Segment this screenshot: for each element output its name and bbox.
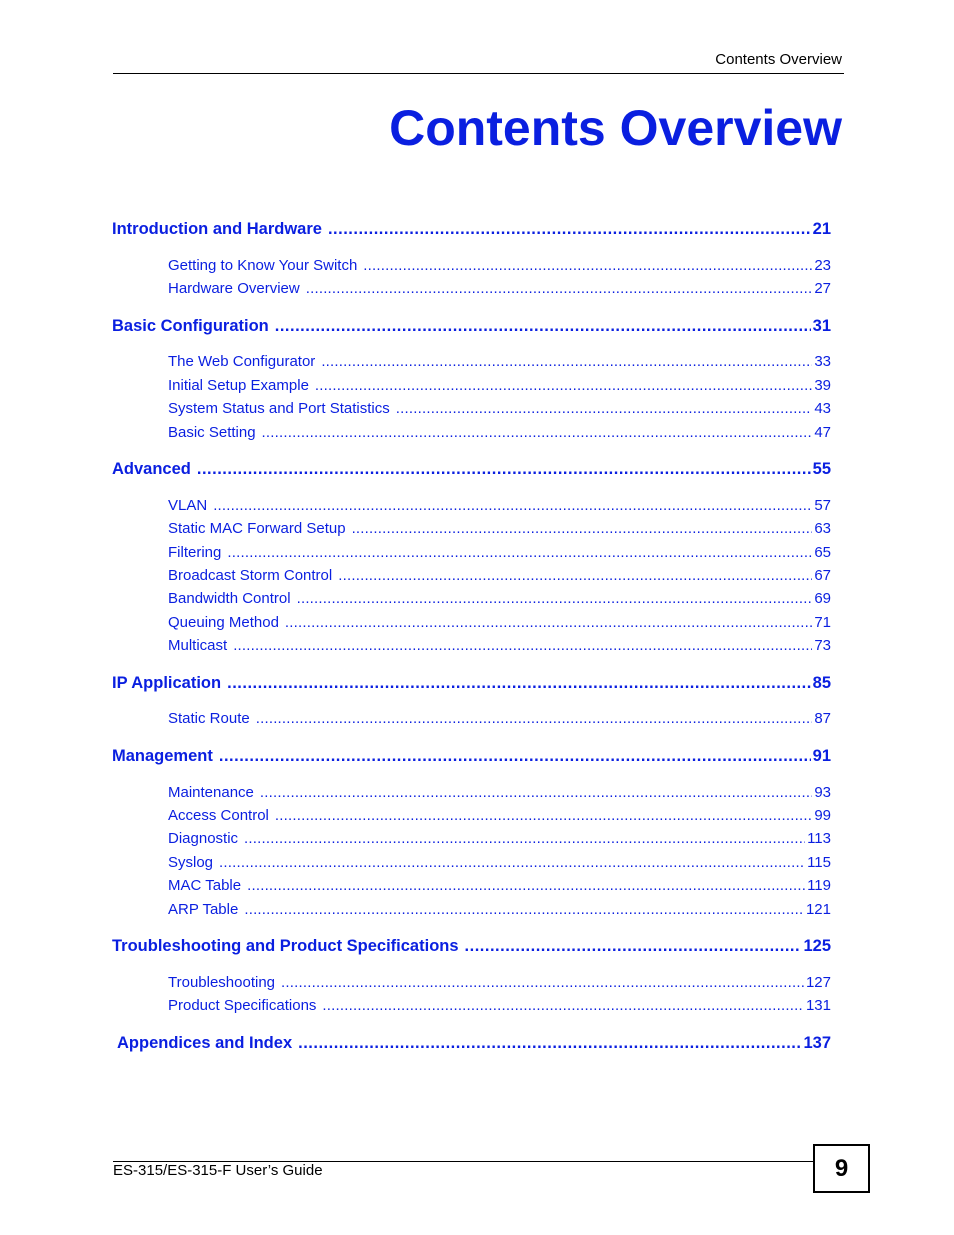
page-title: Contents Overview — [389, 100, 842, 156]
running-header-title: Contents Overview — [715, 51, 842, 68]
toc-chapter-static-route[interactable] — [168, 709, 831, 729]
toc-label: Filtering — [168, 544, 222, 561]
toc-page-number: 131 — [805, 997, 831, 1014]
toc-page-number: 39 — [814, 377, 831, 394]
toc-leader-dots — [227, 543, 812, 563]
toc-leader-dots — [256, 709, 813, 729]
toc-chapter-static-mac[interactable] — [168, 519, 831, 539]
toc-label: Introduction and Hardware — [112, 220, 322, 238]
toc-leader-dots — [285, 613, 812, 633]
toc-label: System Status and Port Statistics — [168, 400, 390, 417]
toc-leader-dots — [363, 256, 812, 276]
toc-page-number: 125 — [803, 937, 831, 955]
toc-label: Static MAC Forward Setup — [168, 520, 346, 537]
toc-chapter-product-specs[interactable] — [168, 996, 831, 1016]
page-number: 9 — [834, 1154, 849, 1182]
toc-page-number: 93 — [814, 784, 831, 801]
toc-leader-dots — [213, 496, 812, 516]
toc-chapter-hardware-overview[interactable] — [168, 279, 831, 299]
toc-page-number: 87 — [814, 710, 831, 727]
toc-label: Management — [112, 747, 213, 765]
toc-label: IP Application — [112, 674, 222, 692]
toc-leader-dots — [275, 315, 811, 337]
toc-page-number: 31 — [812, 317, 831, 335]
toc-label: Basic Setting — [168, 424, 256, 441]
toc-label: Basic Configuration — [112, 317, 269, 335]
toc-page-number: 91 — [812, 747, 831, 765]
toc-chapter-syslog[interactable] — [168, 853, 831, 873]
page-number-box — [813, 1144, 870, 1193]
toc-leader-dots — [322, 996, 804, 1016]
toc-leader-dots — [244, 829, 805, 849]
toc-page-number: 85 — [812, 674, 831, 692]
toc-page-number: 137 — [803, 1034, 831, 1052]
toc-leader-dots — [227, 672, 811, 694]
toc-page-number: 33 — [814, 353, 831, 370]
toc-page-number: 119 — [807, 877, 831, 894]
toc-chapter-vlan[interactable] — [168, 496, 831, 516]
toc-label: Diagnostic — [168, 830, 239, 847]
toc-leader-dots — [262, 423, 813, 443]
toc-label: ARP Table — [168, 901, 239, 918]
toc-page-number: 55 — [812, 460, 831, 478]
toc-leader-dots — [297, 589, 813, 609]
toc-part-basic-configuration[interactable] — [112, 315, 831, 337]
toc-label: Syslog — [168, 854, 214, 871]
toc-leader-dots — [275, 806, 812, 826]
toc-leader-dots — [197, 458, 811, 480]
toc-label: Access Control — [168, 807, 269, 824]
toc-label: Queuing Method — [168, 614, 279, 631]
toc-leader-dots — [247, 876, 805, 896]
toc-label: Broadcast Storm Control — [168, 567, 333, 584]
toc-label: Hardware Overview — [168, 280, 300, 297]
toc-label: The Web Configurator — [168, 353, 316, 370]
toc-leader-dots — [352, 519, 813, 539]
toc-label: VLAN — [168, 497, 208, 514]
toc-page-number: 43 — [814, 400, 831, 417]
toc-page-number: 23 — [814, 257, 831, 274]
toc-page-number: 47 — [814, 424, 831, 441]
toc-chapter-web-configurator[interactable] — [168, 352, 831, 372]
toc-chapter-arp-table[interactable] — [168, 900, 831, 920]
toc-label: Getting to Know Your Switch — [168, 257, 358, 274]
toc-page-number: 73 — [814, 637, 831, 654]
toc-page-number: 65 — [814, 544, 831, 561]
toc-chapter-getting-to-know[interactable] — [168, 256, 831, 276]
toc-label: Troubleshooting — [168, 974, 276, 991]
toc-chapter-broadcast-storm[interactable] — [168, 566, 831, 586]
toc-label: Advanced — [112, 460, 191, 478]
toc-part-management[interactable] — [112, 745, 831, 767]
toc-leader-dots — [306, 279, 813, 299]
toc-chapter-diagnostic[interactable] — [168, 829, 831, 849]
toc-chapter-troubleshooting[interactable] — [168, 973, 831, 993]
toc-leader-dots — [281, 973, 804, 993]
toc-part-appendices[interactable] — [117, 1032, 831, 1054]
toc-part-advanced[interactable] — [112, 458, 831, 480]
footer-guide-name: ES-315/ES-315-F User’s Guide — [113, 1162, 323, 1179]
toc-label: Appendices and Index — [117, 1034, 293, 1052]
toc-label: MAC Table — [168, 877, 242, 894]
toc-chapter-mac-table[interactable] — [168, 876, 831, 896]
toc-leader-dots — [298, 1032, 801, 1054]
toc-page-number: 113 — [807, 830, 831, 847]
toc-page-number: 127 — [805, 974, 831, 991]
toc-leader-dots — [338, 566, 812, 586]
toc-leader-dots — [260, 783, 812, 803]
toc-label: Maintenance — [168, 784, 254, 801]
toc-label: Initial Setup Example — [168, 377, 309, 394]
toc-page-number: 67 — [814, 567, 831, 584]
toc-part-troubleshooting-specs[interactable] — [112, 935, 831, 957]
toc-label: Static Route — [168, 710, 250, 727]
toc-page-number: 27 — [814, 280, 831, 297]
toc-page-number: 57 — [814, 497, 831, 514]
toc-chapter-queuing-method[interactable] — [168, 613, 831, 633]
toc-leader-dots — [219, 853, 805, 873]
toc-label: Product Specifications — [168, 997, 317, 1014]
toc-chapter-bandwidth-control[interactable] — [168, 589, 831, 609]
header-rule — [113, 73, 844, 74]
toc-chapter-access-control[interactable] — [168, 806, 831, 826]
toc-part-ip-application[interactable] — [112, 672, 831, 694]
toc-label: Troubleshooting and Product Specifications — [112, 937, 459, 955]
toc-label: Bandwidth Control — [168, 590, 291, 607]
toc-page-number: 99 — [814, 807, 831, 824]
toc-chapter-system-status[interactable] — [168, 399, 831, 419]
toc-page-number: 115 — [807, 854, 831, 871]
toc-part-introduction[interactable] — [112, 218, 831, 240]
toc-page-number: 121 — [805, 901, 831, 918]
toc-leader-dots — [315, 376, 812, 396]
toc-page-number: 69 — [814, 590, 831, 607]
toc-chapter-multicast[interactable] — [168, 636, 831, 656]
toc-chapter-maintenance[interactable] — [168, 783, 831, 803]
toc-label: Multicast — [168, 637, 228, 654]
toc-chapter-basic-setting[interactable] — [168, 423, 831, 443]
toc-chapter-filtering[interactable] — [168, 543, 831, 563]
toc-leader-dots — [465, 935, 802, 957]
toc-leader-dots — [328, 218, 811, 240]
toc-leader-dots — [321, 352, 812, 372]
toc-page-number: 71 — [814, 614, 831, 631]
toc-page-number: 21 — [812, 220, 831, 238]
toc-leader-dots — [244, 900, 804, 920]
toc-leader-dots — [396, 399, 813, 419]
toc-chapter-initial-setup[interactable] — [168, 376, 831, 396]
toc-page-number: 63 — [814, 520, 831, 537]
toc-leader-dots — [233, 636, 812, 656]
toc-leader-dots — [219, 745, 811, 767]
